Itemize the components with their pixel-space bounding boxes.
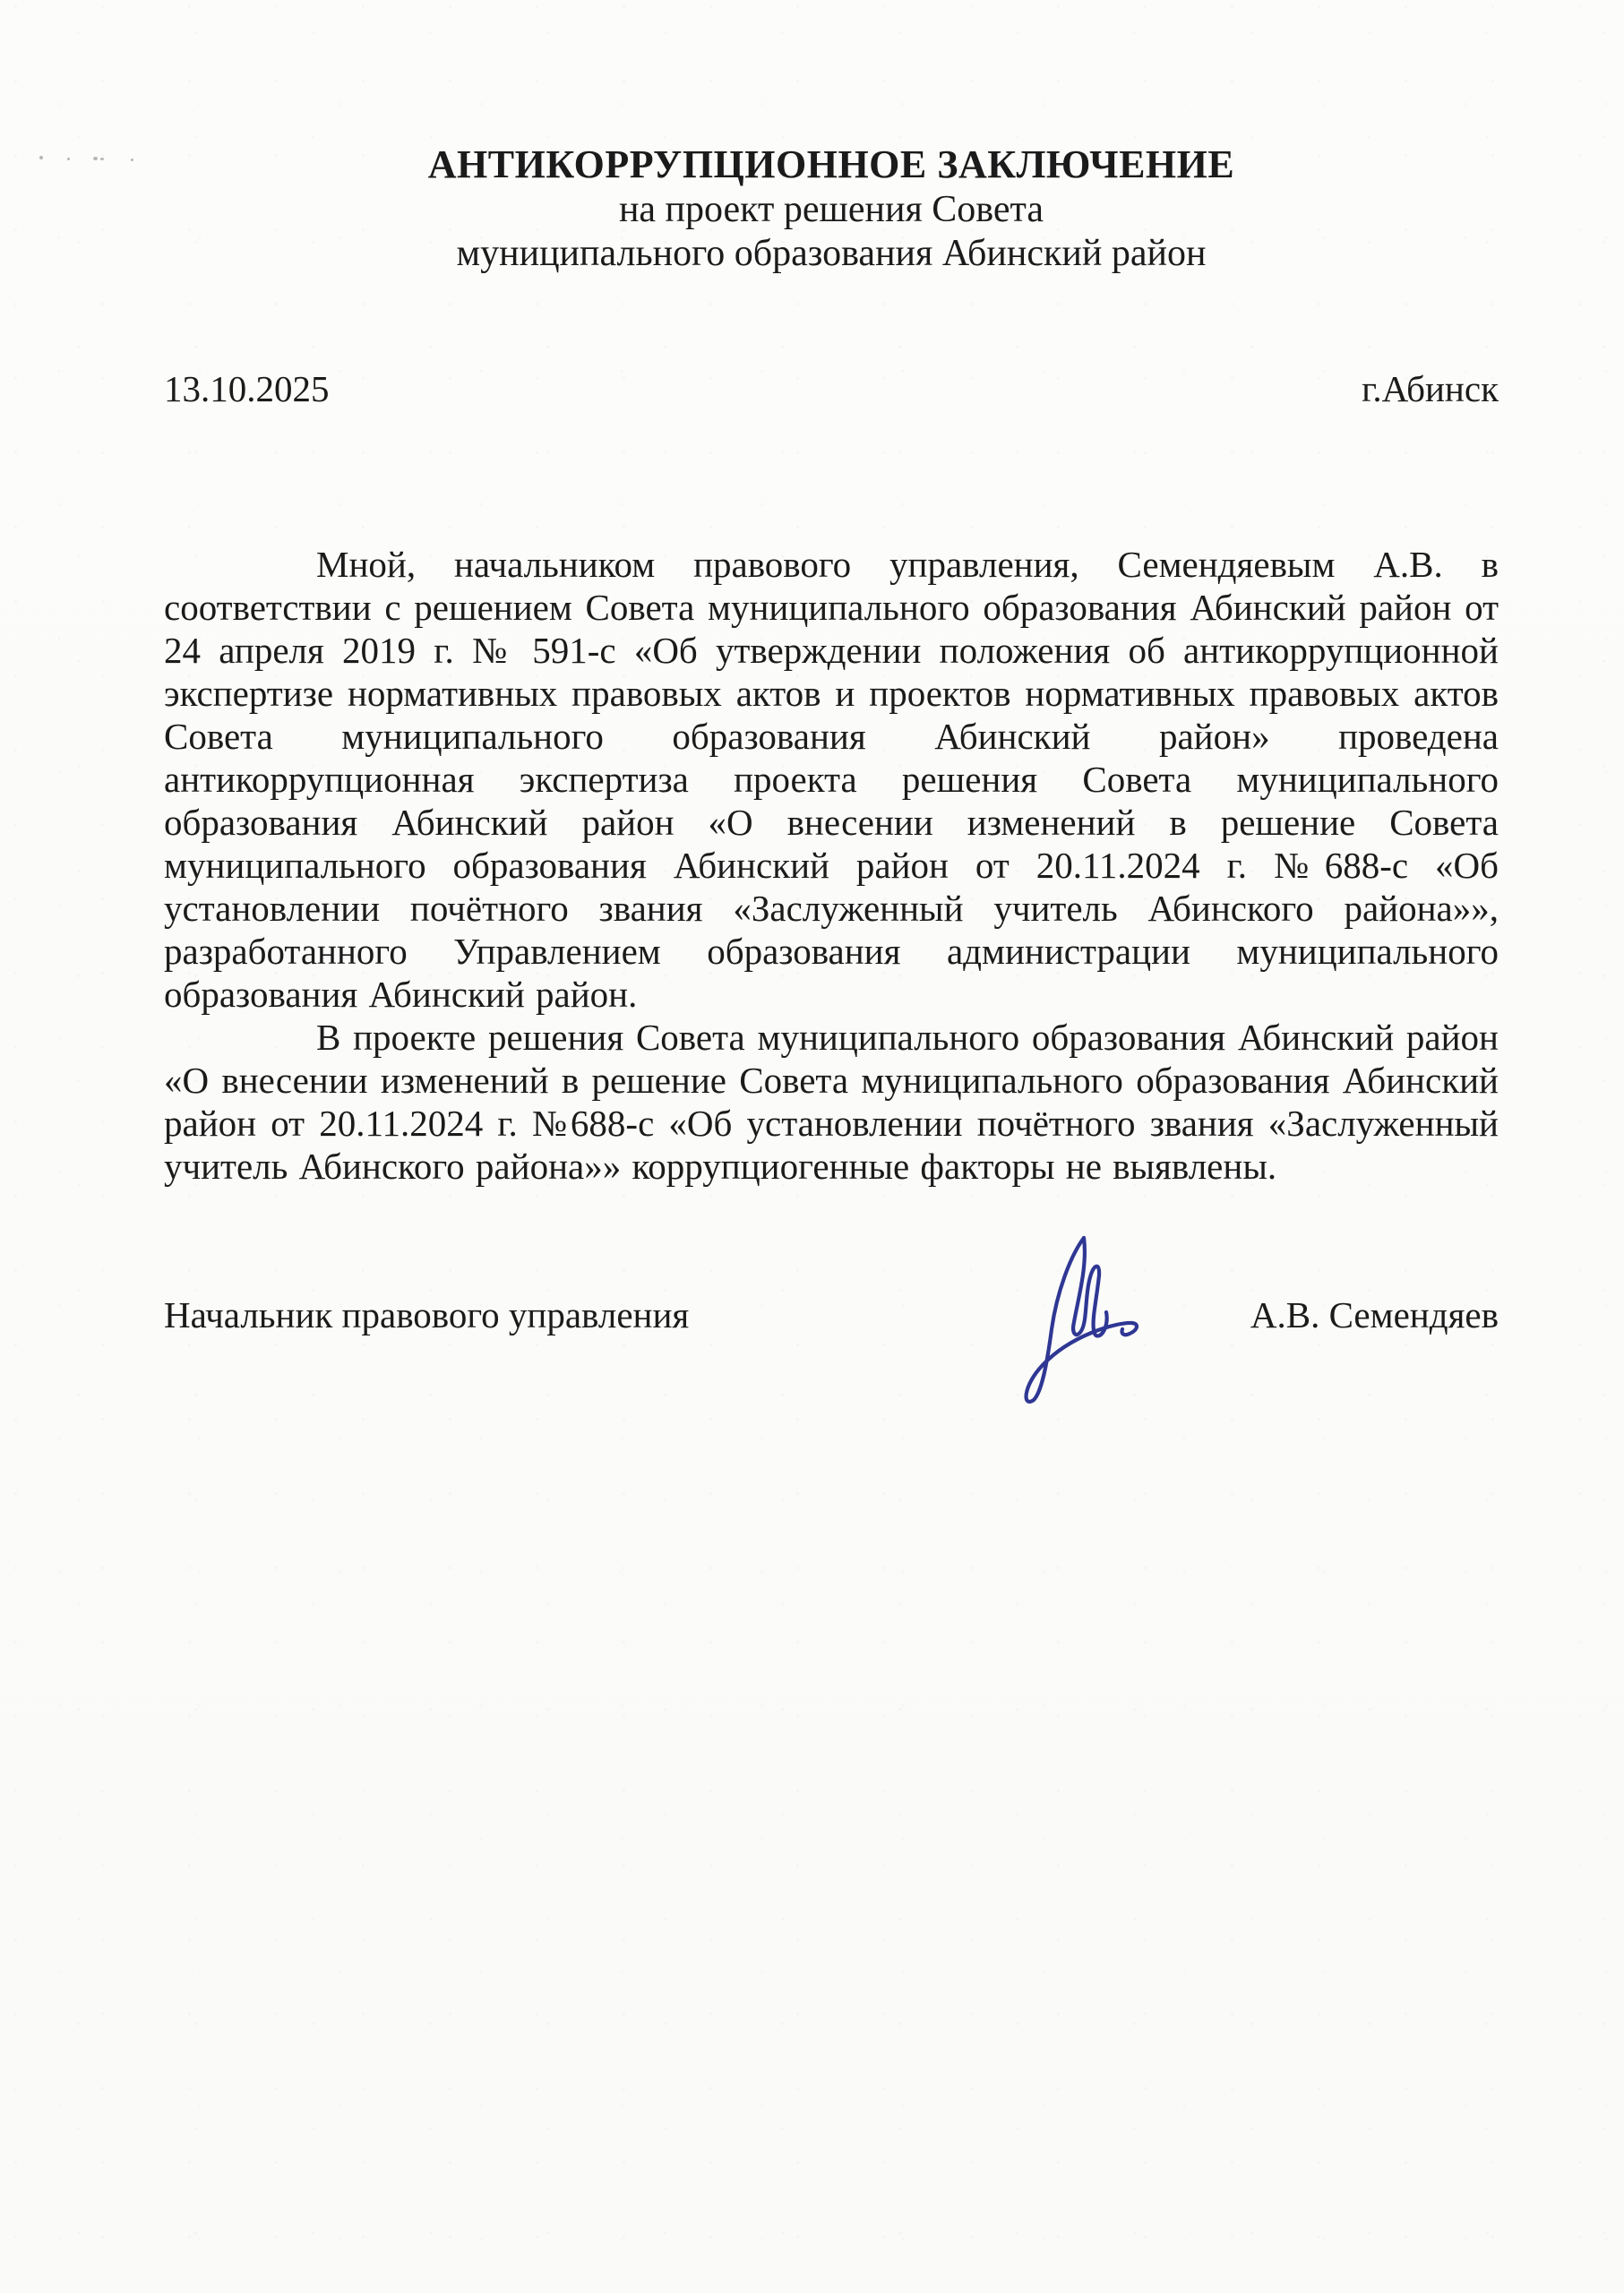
document-place: г.Абинск [1362, 368, 1499, 409]
signature-block [164, 1293, 1499, 1336]
document-title-block [164, 142, 1499, 276]
document-body [164, 543, 1499, 1188]
signatory-name: А.В. Семендяев [1250, 1294, 1499, 1335]
document-subtitle-line-1: на проект решения Совета [618, 189, 1044, 230]
document-content [0, 142, 1624, 1336]
document-title: АНТИКОРРУПЦИОННОЕ ЗАКЛЮЧЕНИЕ [427, 142, 1235, 186]
document-subtitle-line-2: муниципального образования Абинский район [456, 233, 1207, 274]
signatory-position-title: Начальник правового управления [164, 1294, 690, 1335]
body-paragraph-2: В проекте решения Совета муниципального образования Абинский район «О внесении изменений в решение Совета муниципального образования Абинский район от 20.11.2024 г. №688-с «Об установлении почётного звания «Заслуженный учитель Абинского района»» коррупциогенные факторы не выявлены. [164, 1017, 1499, 1187]
document-date: 13.10.2025 [164, 368, 330, 409]
handwritten-signature [970, 1224, 1205, 1440]
date-place-row [164, 367, 1499, 410]
body-paragraph-1: Мной, начальником правового управления, Семендяевым А.В. в соответствии с решением Совета муниципального образования Абинский район от 24 апреля 2019 г. № 591-с «Об утверждении положения об антикоррупционной экспертизе нормативных правовых актов и проектов нормативных правовых актов Совета муниципального образования Абинский район» проведена антикоррупционная экспертиза проекта решения Совета муниципального образования Абинский район «О внесении изменений в решение Совета муниципального образования Абинский район от 20.11.2024 г. №688-с «Об установлении почётного звания «Заслуженный учитель Абинского района»», разработанного Управлением образования администрации муниципального образования Абинский район. [164, 544, 1499, 1015]
